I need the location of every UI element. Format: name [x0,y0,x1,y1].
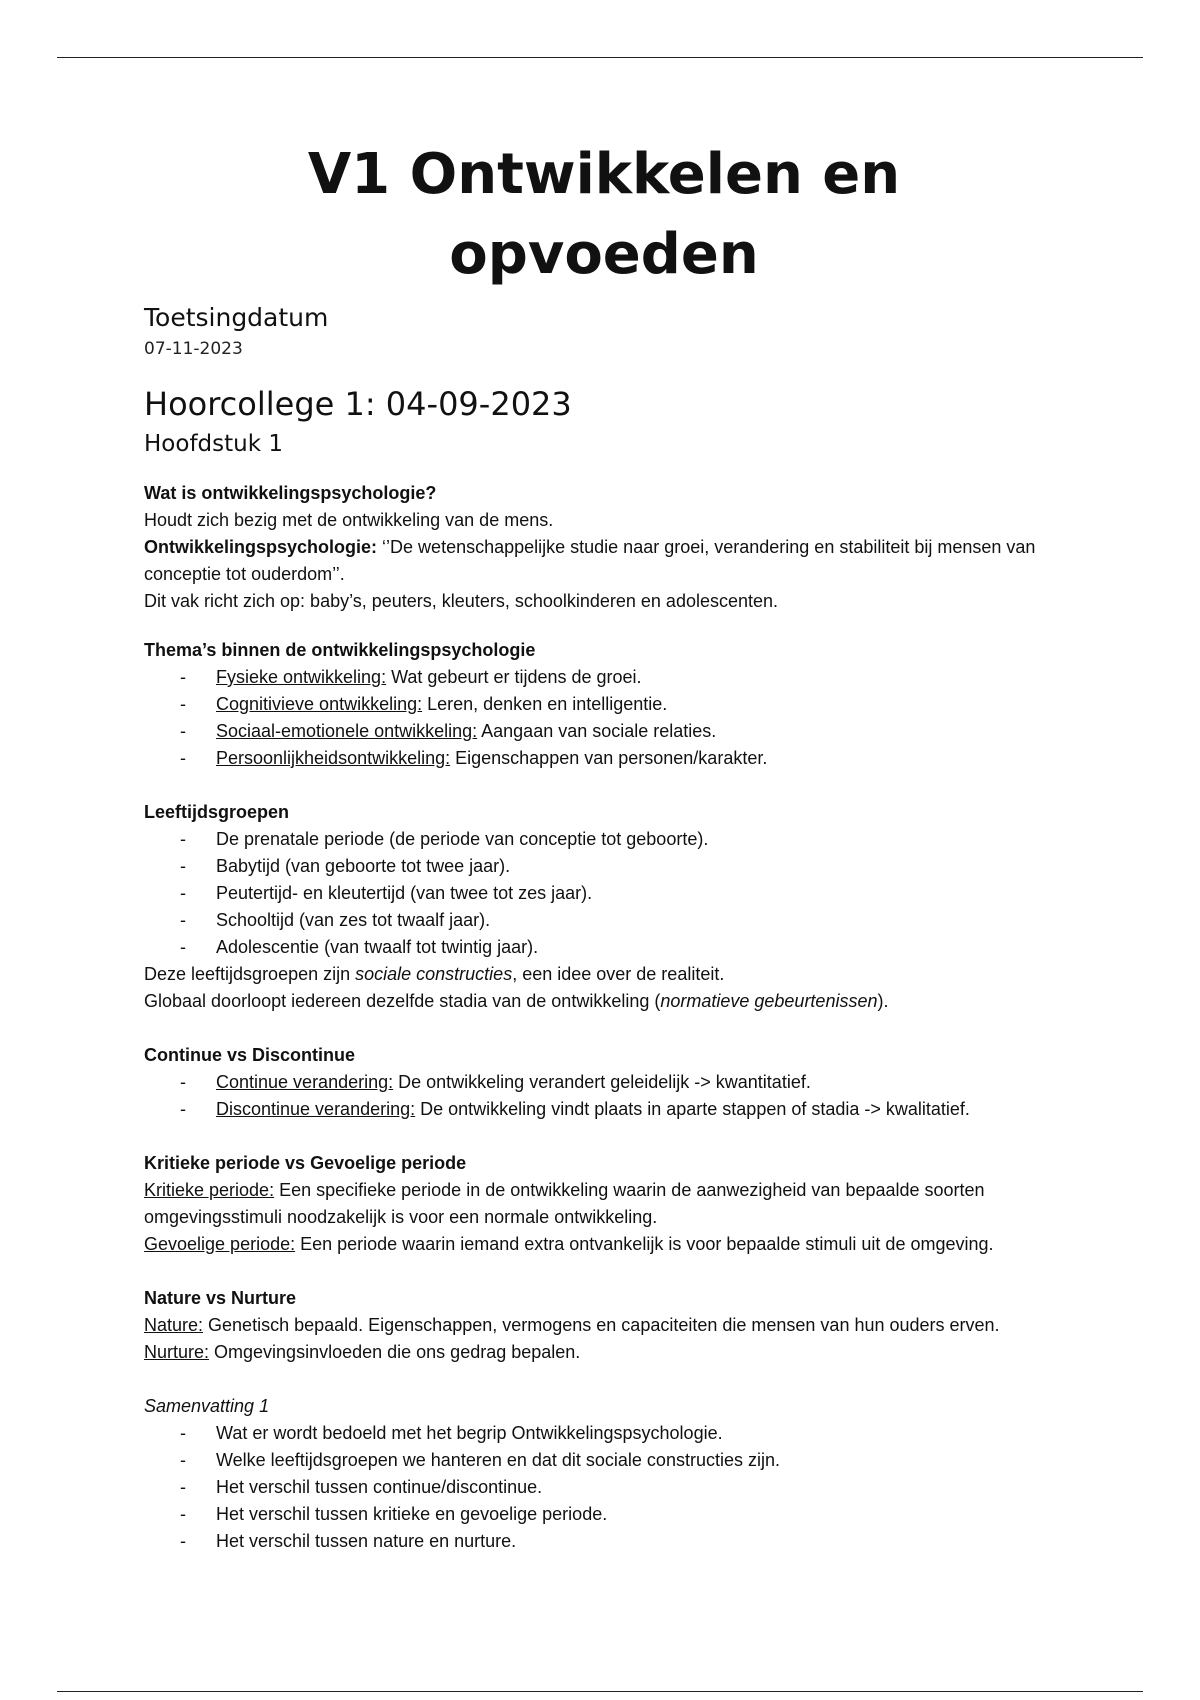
emphasis: normatieve gebeurtenissen [660,991,878,1011]
list-item [216,1096,1064,1123]
document-page [144,135,1064,1555]
definition-term: Ontwikkelingspsychologie: [144,537,378,557]
section-what-is [144,480,1064,615]
paragraph [144,1312,1064,1339]
term-text: Genetisch bepaald. Eigenschappen, vermogens en capaciteiten die mensen van hun ouders erven. [203,1315,1000,1335]
list-item [216,1069,1064,1096]
section-heading: Wat is ontwikkelingspsychologie? [144,483,437,503]
list-item: - De prenatale periode (de periode van conceptie tot geboorte). [216,826,1064,853]
summary-heading [144,1393,1064,1420]
bottom-rule [57,1691,1143,1692]
paragraph: Houdt zich bezig met de ontwikkeling van de mens. [144,510,554,530]
continuity-list [144,1069,1064,1123]
section-heading: Continue vs Discontinue [144,1045,356,1065]
term: Nurture: [144,1342,210,1362]
summary-heading-text: Samenvatting 1 [144,1396,270,1416]
exam-date-label: Toetsingdatum [144,303,329,332]
text-run: Globaal doorloopt iedereen dezelfde stadia van de ontwikkeling ( [144,991,661,1011]
list-item: - Peutertijd- en kleutertijd (van twee tot zes jaar). [216,880,1064,907]
paragraph [144,1231,1064,1258]
section-heading: Nature vs Nurture [144,1288,297,1308]
list-term: Sociaal-emotionele ontwikkeling: [216,721,478,741]
section-heading: Leeftijdsgroepen [144,802,290,822]
list-item: - Welke leeftijdsgroepen we hanteren en dat dit sociale constructies zijn. [216,1447,1064,1474]
list-term: Persoonlijkheidsontwikkeling: [216,748,451,768]
list-item [216,718,1064,745]
section-heading: Kritieke periode vs Gevoelige periode [144,1153,467,1173]
list-term: Fysieke ontwikkeling: [216,667,387,687]
section-nature-nurture [144,1285,1064,1366]
exam-date: 07-11-2023 [144,339,243,359]
list-text: Leren, denken en intelligentie. [422,694,668,714]
list-term: Cognitivieve ontwikkeling: [216,694,423,714]
text-run: , een idee over de realiteit. [512,964,725,984]
paragraph [144,961,1064,988]
list-item: - Adolescentie (van twaalf tot twintig jaar). [216,934,1064,961]
list-item [216,664,1064,691]
term-text: Een periode waarin iemand extra ontvankelijk is voor bepaalde stimuli uit de omgeving. [295,1234,994,1254]
term: Gevoelige periode: [144,1234,296,1254]
list-item: - Het verschil tussen continue/discontinue. [216,1474,1064,1501]
text-run: Deze leeftijdsgroepen zijn [144,964,356,984]
list-text: De ontwikkeling verandert geleidelijk -> kwantitatief. [393,1072,811,1092]
definition-paragraph [144,534,1064,588]
list-term: Continue verandering: [216,1072,394,1092]
emphasis: sociale constructies [355,964,513,984]
document-title: V1 Ontwikkelen en opvoeden [307,142,901,287]
chapter-heading: Hoofdstuk 1 [144,431,283,457]
list-item [216,691,1064,718]
paragraph [144,1339,1064,1366]
definition-text: ‘’De wetenschappelijke studie naar groei, verandering en stabiliteit bij mensen van conceptie tot ouderdom’’. [144,537,1036,584]
section-summary [144,1393,1064,1555]
term-text: Een specifieke periode in de ontwikkeling waarin de aanwezigheid van bepaalde soorten omgevingsstimuli noodzakelijk is voor een normale ontwikkeling. [144,1180,985,1227]
text-run: ). [877,991,889,1011]
term-text: Omgevingsinvloeden die ons gedrag bepalen. [209,1342,581,1362]
section-themes [144,637,1064,772]
list-item: - Het verschil tussen nature en nurture. [216,1528,1064,1555]
age-groups-list [144,826,1064,961]
list-text: Eigenschappen van personen/karakter. [450,748,768,768]
list-text: Wat gebeurt er tijdens de groei. [386,667,642,687]
paragraph: Dit vak richt zich op: baby’s, peuters, kleuters, schoolkinderen en adolescenten. [144,591,779,611]
paragraph [144,1177,1064,1231]
list-item: - Het verschil tussen kritieke en gevoelige periode. [216,1501,1064,1528]
list-text: De ontwikkeling vindt plaats in aparte stappen of stadia -> kwalitatief. [415,1099,970,1119]
themes-list [144,664,1064,772]
section-continuity [144,1042,1064,1123]
list-item: - Schooltijd (van zes tot twaalf jaar). [216,907,1064,934]
list-text: Aangaan van sociale relaties. [477,721,717,741]
list-term: Discontinue verandering: [216,1099,416,1119]
lecture-heading: Hoorcollege 1: 04-09-2023 [144,385,572,423]
top-rule [57,57,1143,58]
list-item [216,745,1064,772]
list-item: - Babytijd (van geboorte tot twee jaar). [216,853,1064,880]
term: Kritieke periode: [144,1180,275,1200]
section-heading: Thema’s binnen de ontwikkelingspsychologie [144,640,536,660]
section-periods [144,1150,1064,1258]
list-item: - Wat er wordt bedoeld met het begrip Ontwikkelingspsychologie. [216,1420,1064,1447]
paragraph [144,988,1064,1015]
section-age-groups [144,799,1064,1015]
term: Nature: [144,1315,204,1335]
summary-list [144,1420,1064,1555]
